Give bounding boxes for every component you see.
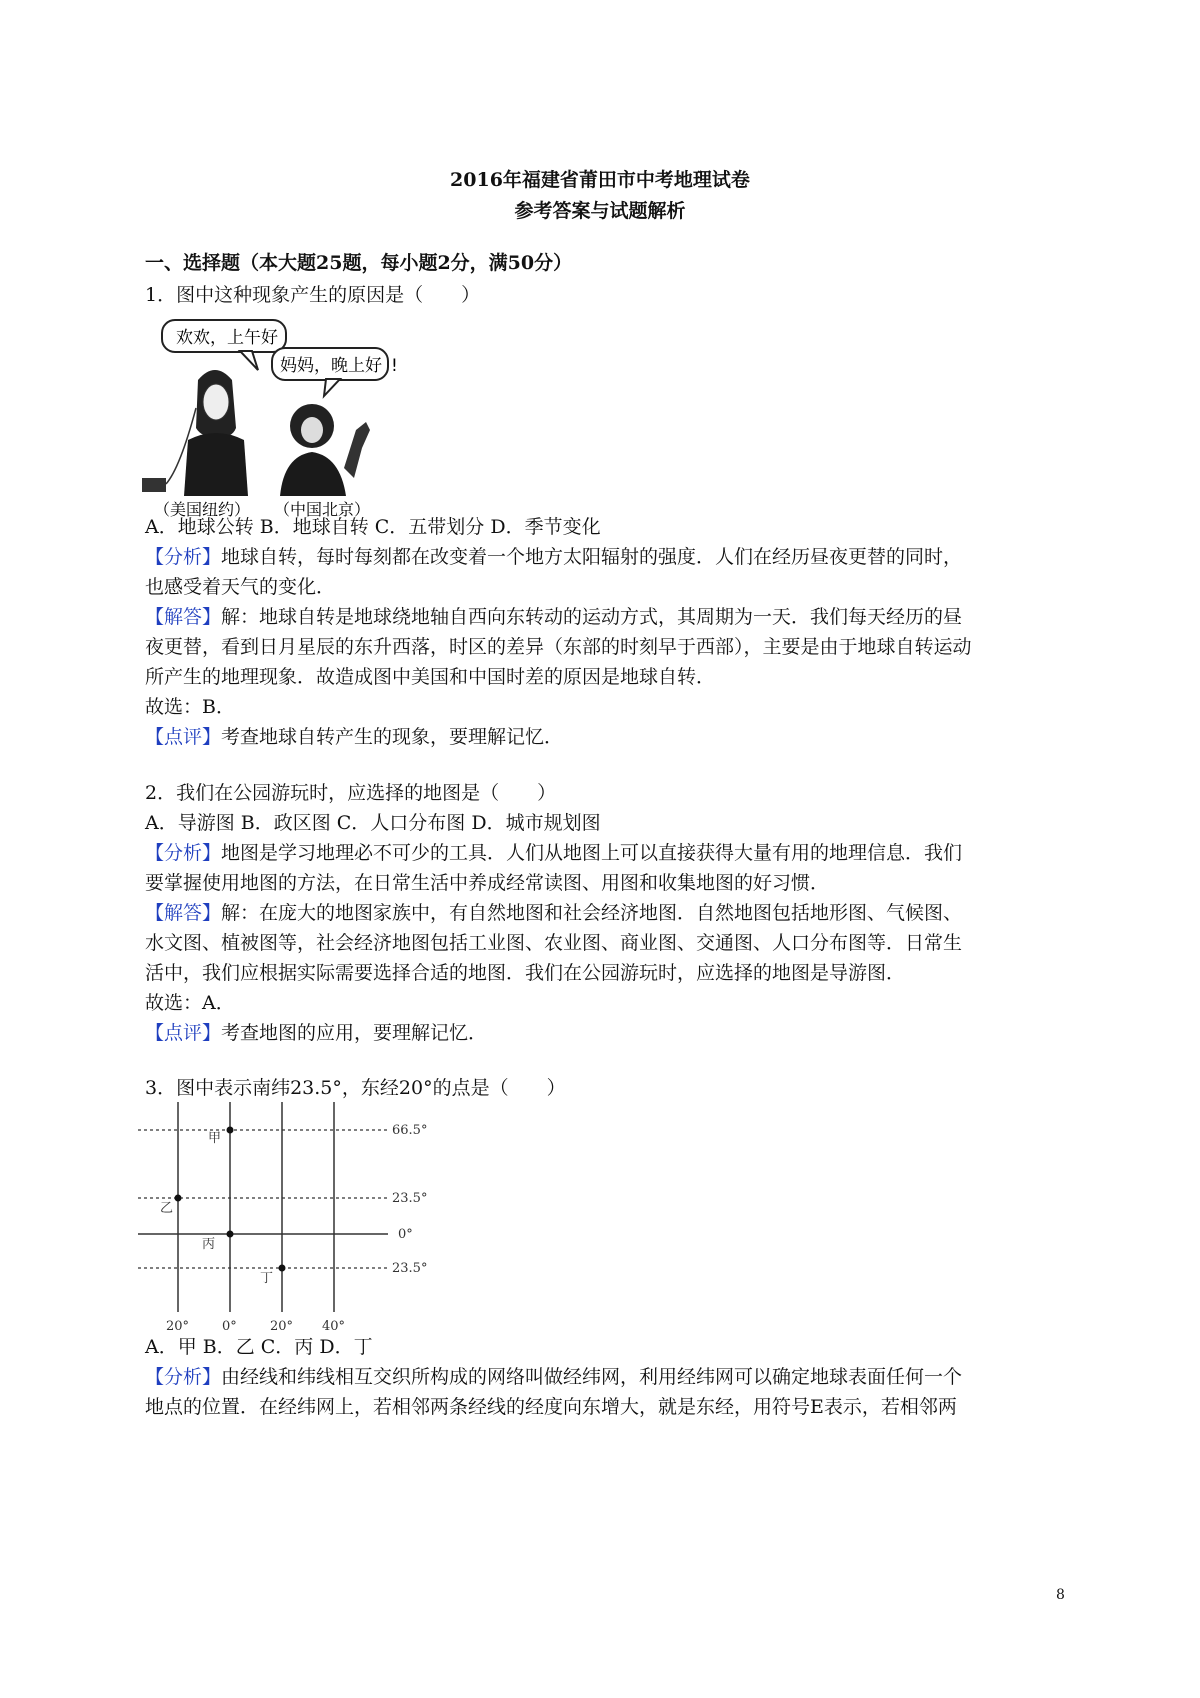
lat-label-23-5-n: 23.5°: [392, 1191, 428, 1206]
q1-analysis-line-2: 也感受着天气的变化．: [145, 576, 336, 598]
label-jia: 甲: [208, 1131, 222, 1146]
label-bing: 丙: [202, 1237, 216, 1252]
caption-beijing: （中国北京）: [274, 500, 371, 518]
waving-hand-icon: [344, 422, 370, 478]
answer-tag: 【解答】: [145, 902, 222, 924]
analysis-tag: 【分析】: [145, 1366, 222, 1388]
q1-answer-line-2: 夜更替，看到日月星辰的东升西落，时区的差异（东部的时刻早于西部），主要是由于地球自转运动: [145, 636, 972, 658]
lon-label-20e: 20°: [270, 1319, 294, 1334]
child-face-icon: [301, 417, 323, 443]
bubble-tail-left: [240, 351, 258, 370]
comment-tag: 【点评】: [145, 726, 222, 748]
page-title: 2016年福建省莆田市中考地理试卷: [450, 169, 750, 191]
q2-comment: 【点评】考查地图的应用，要理解记忆．: [145, 1022, 488, 1044]
q1-comment: 【点评】考查地球自转产生的现象，要理解记忆．: [145, 726, 564, 748]
analysis-tag: 【分析】: [145, 546, 222, 568]
q1-choice: 故选：B．: [145, 696, 235, 718]
lat-label-23-5-s: 23.5°: [392, 1261, 428, 1276]
q3-analysis-line-2: 地点的位置．在经纬网上，若相邻两条经线的经度向东增大，就是东经，用符号E表示，若相邻两: [145, 1396, 957, 1418]
q1-stem: 1．图中这种现象产生的原因是（ ）: [145, 284, 481, 306]
page-subtitle: 参考答案与试题解析: [514, 200, 686, 222]
page-number: 8: [1056, 1587, 1065, 1603]
q3-latlon-grid: [138, 1100, 448, 1342]
q2-answer-line-2: 水文图、植被图等，社会经济地图包括工业图、农业图、商业图、交通图、人口分布图等．日常生: [145, 932, 963, 954]
section-heading: 一、选择题（本大题25题，每小题2分，满50分）: [145, 252, 573, 274]
label-yi: 乙: [160, 1201, 174, 1216]
child-body-icon: [280, 452, 346, 496]
q2-answer-line-1: 【解答】解：在庞大的地图家族中，有自然地图和社会经济地图．自然地图包括地形图、气候图、: [145, 902, 963, 924]
bubble-tail-right: [324, 379, 340, 396]
point-ding: [279, 1265, 286, 1272]
answer-tag: 【解答】: [145, 606, 222, 628]
svg-text:!: !: [391, 356, 398, 376]
label-ding: 丁: [260, 1271, 274, 1286]
lat-label-66-5: 66.5°: [392, 1123, 428, 1138]
lon-label-0: 0°: [222, 1319, 237, 1334]
q2-choice: 故选：A．: [145, 992, 235, 1014]
woman-body-icon: [184, 433, 248, 496]
comment-tag: 【点评】: [145, 1022, 222, 1044]
q3-analysis-line-1: 【分析】由经线和纬线相互交织所构成的网络叫做经纬网，利用经纬网可以确定地球表面任何一个: [145, 1366, 963, 1388]
bubble-left-text: 欢欢，上午好: [176, 328, 278, 348]
lon-label-20w: 20°: [166, 1319, 190, 1334]
q2-answer-line-3: 活中，我们应根据实际需要选择合适的地图．我们在公园游玩时，应选择的地图是导游图．: [145, 962, 906, 984]
woman-face-icon: [203, 384, 229, 420]
point-jia: [227, 1127, 234, 1134]
bubble-right-text: 妈妈，晚上好: [280, 356, 382, 376]
q2-analysis-line-2: 要掌握使用地图的方法，在日常生活中养成经常读图、用图和收集地图的好习惯．: [145, 872, 830, 894]
q1-figure: [140, 318, 430, 518]
q3-options: A．甲 B．乙 C．丙 D．丁: [145, 1336, 373, 1358]
lon-label-40e: 40°: [322, 1319, 346, 1334]
q2-options: A．导游图 B．政区图 C．人口分布图 D．城市规划图: [145, 812, 601, 834]
point-bing: [227, 1231, 234, 1238]
telephone-icon: [142, 478, 166, 492]
q3-stem: 3．图中表示南纬23.5°，东经20°的点是（ ）: [145, 1077, 566, 1099]
q1-options: A．地球公转 B．地球自转 C．五带划分 D．季节变化: [145, 516, 601, 538]
q1-analysis-line-1: 【分析】地球自转，每时每刻都在改变着一个地方太阳辐射的强度．人们在经历昼夜更替的同时，: [145, 546, 963, 568]
lat-label-0: 0°: [398, 1227, 413, 1242]
q1-answer-line-3: 所产生的地理现象．故造成图中美国和中国时差的原因是地球自转．: [145, 666, 716, 688]
q2-stem: 2．我们在公园游玩时，应选择的地图是（ ）: [145, 782, 557, 804]
q2-analysis-line-1: 【分析】地图是学习地理必不可少的工具．人们从地图上可以直接获得大量有用的地理信息．我们: [145, 842, 963, 864]
point-yi: [175, 1195, 182, 1202]
caption-new-york: （美国纽约）: [154, 500, 251, 518]
analysis-tag: 【分析】: [145, 842, 222, 864]
q1-answer-line-1: 【解答】解：地球自转是地球绕地轴自西向东转动的运动方式，其周期为一天．我们每天经历的昼: [145, 606, 963, 628]
